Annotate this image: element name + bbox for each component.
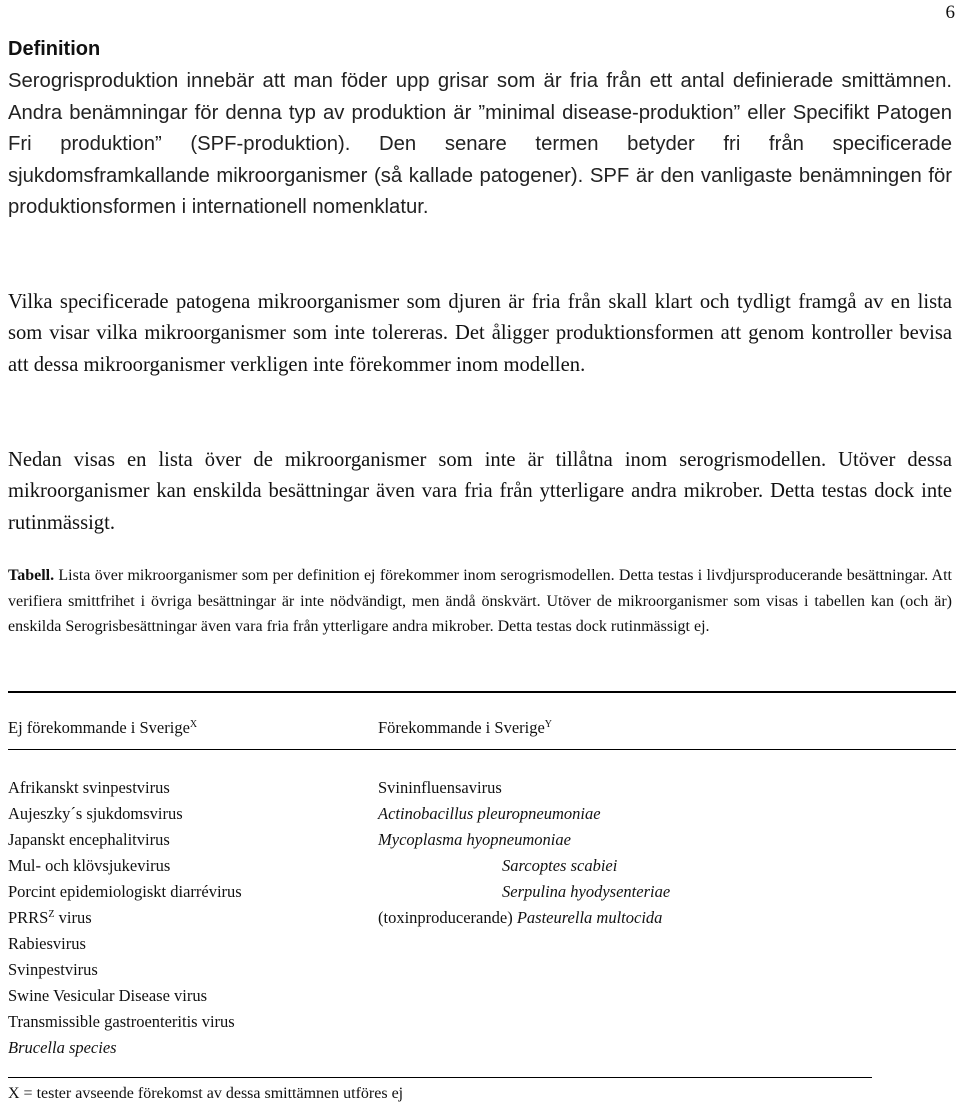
- table-header-rule: [8, 749, 956, 750]
- list-item: Svinpestvirus: [8, 960, 98, 979]
- pathogen-list-paragraph: Vilka specificerade patogena mikroorganismer som djuren är fria från skall klart och tydligt framgå av en lista som visar vilka mikroorganismer som inte tolereras. Det åligger produktionsformen att genom kontroller bevisa att dessa mikroorganismer verkligen inte förekommer inom modellen.: [8, 291, 952, 376]
- section-heading: Definition: [8, 38, 101, 60]
- list-item: Mycoplasma hyopneumoniae: [378, 830, 571, 849]
- footnote-marker-x: X: [189, 719, 198, 730]
- definition-paragraph: Serogrisproduktion innebär att man föder upp grisar som är fria från ett antal definierade smittämnen. Andra benämningar för denna typ av produktion är ”minimal disease-produktion” eller Specifikt Patogen Fri produktion” (SPF-produktion). Den senare termen betyder fri från specificerade sjukdomsframkallande mikroorganismer (så kallade patogener). SPF är den vanligaste benämningen för produktionsformen i internationell nomenklatur.: [8, 70, 952, 219]
- table-caption-text: Lista över mikroorganismer som per definition ej förekommer inom serogrismodellen. Detta testas i livdjursproducerande besättningar. Att verifiera smittfrihet i övriga besättningar är inte nödvändigt, men ändå önskvärt. Utöver de mikroorganismer som visas i tabellen kan (och är) enskilda Serogrisbesättningar även vara fria från ytterligare andra mikrober. Detta testas dock rutinmässigt ej.: [8, 567, 952, 635]
- footnote-marker-z: Z: [48, 909, 55, 920]
- table-caption-label: Tabell.: [8, 567, 55, 584]
- table-caption: [8, 563, 952, 640]
- list-item: Sarcoptes scabiei: [502, 856, 618, 875]
- list-item: Actinobacillus pleuropneumoniae: [378, 804, 601, 823]
- list-item: Rabiesvirus: [8, 934, 86, 953]
- page-number: 6: [945, 2, 955, 23]
- list-item: Brucella species: [8, 1038, 117, 1057]
- list-item: Aujeszky´s sjukdomsvirus: [8, 804, 183, 823]
- list-item: Porcint epidemiologiskt diarrévirus: [8, 882, 242, 901]
- intro-list-paragraph: Nedan visas en lista över de mikroorganismer som inte är tillåtna inom serogrismodellen. Utöver dessa mikroorganismer kan enskilda besättningar även vara fria från ytterligare andra mikrober. Detta testas dock inte rutinmässigt.: [8, 449, 952, 534]
- list-item: Transmissible gastroenteritis virus: [8, 1012, 235, 1031]
- table-top-rule: [8, 691, 956, 693]
- list-item: Svininfluensavirus: [378, 778, 502, 797]
- absent-pathogen-list: [8, 775, 242, 1061]
- list-item: $PRRS^Z$ virus: [8, 908, 92, 927]
- column-header-absent: Ej förekommande i Sverige$^X$: [8, 718, 198, 737]
- present-pathogen-list: [378, 775, 670, 931]
- list-item: Japanskt encephalitvirus: [8, 830, 170, 849]
- list-item: Serpulina hyodysenteriae: [502, 882, 671, 901]
- list-item: Mul- och klövsjukevirus: [8, 856, 171, 875]
- column-header-present: Förekommande i Sverige$^Y$: [378, 718, 553, 737]
- footnote-marker-y: Y: [544, 719, 553, 730]
- list-item: (toxinproducerande) Pasteurella multocida: [378, 908, 663, 927]
- list-item: Afrikanskt svinpestvirus: [8, 778, 170, 797]
- table-bottom-rule: [8, 1077, 872, 1078]
- footnote: X = tester avseende förekomst av dessa smittämnen utföres ej: [8, 1085, 404, 1102]
- list-item: Swine Vesicular Disease virus: [8, 986, 208, 1005]
